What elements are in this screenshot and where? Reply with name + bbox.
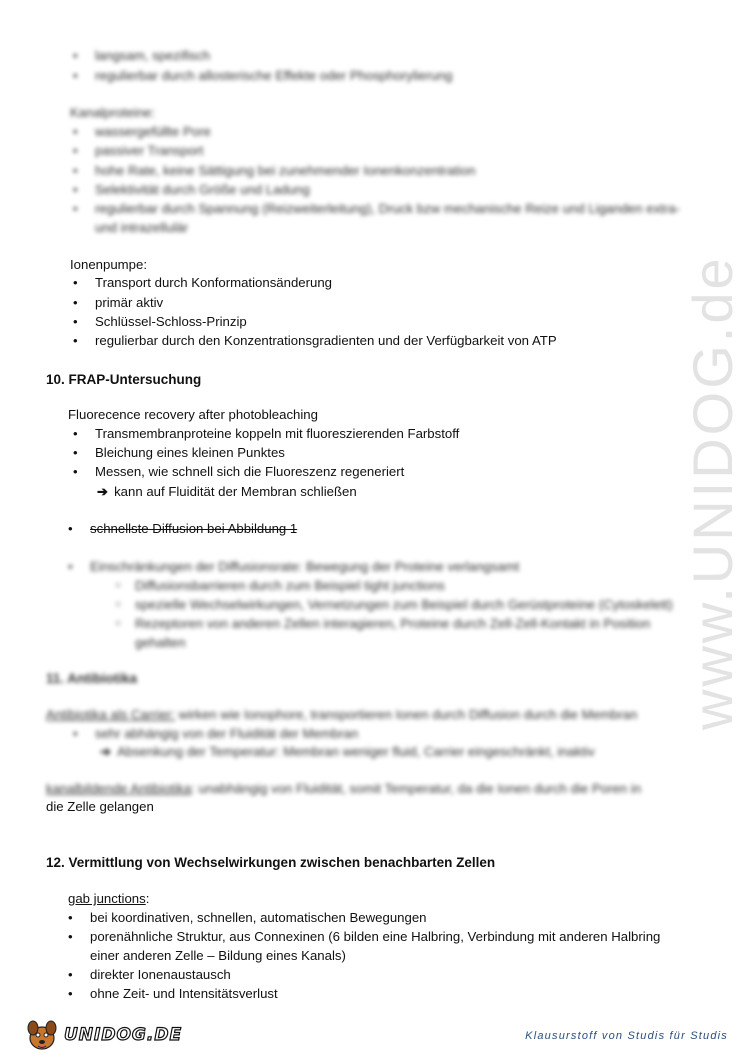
sub-list-item: ○ Rezeptoren von anderen Zellen interagieren, Proteine durch Zell-Zell-Kontakt in Position (135, 615, 650, 632)
paragraph-text: wirken wie Ionophore, transportieren Ionen durch Diffusion durch die Membran (175, 707, 638, 722)
list-item: • Transport durch Konformationsänderung (95, 274, 332, 291)
subheading: Kanalproteine: (70, 105, 156, 120)
paragraph (46, 706, 637, 723)
term-label: kanalbildende Antibiotika (46, 781, 192, 796)
arrow-icon: ➔ (97, 484, 109, 499)
list-item: • schnellste Diffusion bei Abbildung 1 (90, 520, 297, 537)
footer-tagline: Klausurstoff von Studis für Studis (525, 1030, 728, 1042)
paragraph-text: : unabhängig von Fluidität, somit Temperatur, da die Ionen durch die Poren in (191, 781, 642, 796)
arrow-text: Absenkung der Temperatur: Membran weniger fluid, Carrier eingeschränkt, inaktiv (117, 744, 595, 759)
section-heading: 10. FRAP-Untersuchung (46, 372, 202, 387)
term-label: Antibiotika als Carrier: (46, 707, 175, 722)
list-item: • Bleichung eines kleinen Punktes (95, 444, 285, 461)
paragraph-continuation: die Zelle gelangen (46, 799, 154, 814)
list-item: • Transmembranproteine koppeln mit fluoreszierenden Farbstoff (95, 425, 459, 442)
list-item: • regulierbar durch den Konzentrationsgradienten und der Verfügbarkeit von ATP (95, 332, 557, 349)
subheading (68, 890, 149, 907)
list-item: • regulierbar durch allosterische Effekte oder Phosphorylierung (95, 67, 453, 84)
sub-list-item-continuation: gehalten (135, 635, 186, 650)
paragraph: Fluorecence recovery after photobleaching (68, 407, 318, 422)
list-item: • hohe Rate, keine Sättigung bei zunehmender Ionenkonzentration (95, 162, 476, 179)
sub-list-item: ○ spezielle Wechselwirkungen, Vernetzungen zum Beispiel durch Gerüstproteine (Cytoskelett) (135, 596, 673, 613)
section-heading: 11. Antibiotika (46, 671, 138, 686)
list-item-continuation: und intrazellulär (95, 220, 189, 235)
arrow-text: kann auf Fluidität der Membran schließen (114, 484, 357, 499)
arrow-icon: ➔ (100, 744, 112, 759)
paragraph (46, 780, 641, 797)
list-item: • porenähnliche Struktur, aus Connexinen (6 bilden eine Halbring, Verbindung mit anderen Halbring (90, 928, 660, 945)
sub-list-item: ○ Diffusionsbarrieren durch zum Beispiel tight junctions (135, 577, 445, 594)
watermark: www.UNIDOG.de (681, 255, 744, 730)
list-item: • Selektivität durch Größe und Ladung (95, 181, 310, 198)
arrow-line (97, 483, 357, 500)
section-heading: 12. Vermittlung von Wechselwirkungen zwischen benachbarten Zellen (46, 855, 496, 870)
colon: : (145, 891, 150, 906)
list-item: • bei koordinativen, schnellen, automatischen Bewegungen (90, 909, 427, 926)
list-item: • passiver Transport (95, 142, 203, 159)
list-item-continuation: einer anderen Zelle – Bildung eines Kanals) (90, 948, 346, 963)
list-item: • primär aktiv (95, 294, 163, 311)
list-item: • Schlüssel-Schloss-Prinzip (95, 313, 247, 330)
term-label: gab junctions (68, 891, 146, 906)
list-item: • wassergefüllte Pore (95, 123, 211, 140)
list-item: • direkter Ionenaustausch (90, 966, 231, 983)
list-item: • Einschränkungen der Diffusionsrate: Bewegung der Proteine verlangsamt (90, 558, 519, 575)
subheading: Ionenpumpe: (70, 257, 147, 272)
list-item: • sehr abhängig von der Fluidität der Membran (95, 725, 358, 742)
list-item: • Messen, wie schnell sich die Fluoreszenz regeneriert (95, 463, 404, 480)
list-item: • langsam, spezifisch (95, 47, 210, 64)
list-item: • regulierbar durch Spannung (Reizweiterleitung), Druck bzw mechanische Reize und Liganden extra- (95, 200, 680, 217)
logo-text: UNIDOG.DE (64, 1025, 183, 1045)
dog-mascot-icon (24, 1018, 60, 1052)
unidog-logo[interactable] (24, 1015, 182, 1055)
arrow-line (100, 743, 595, 760)
list-item: • ohne Zeit- und Intensitätsverlust (90, 985, 278, 1002)
